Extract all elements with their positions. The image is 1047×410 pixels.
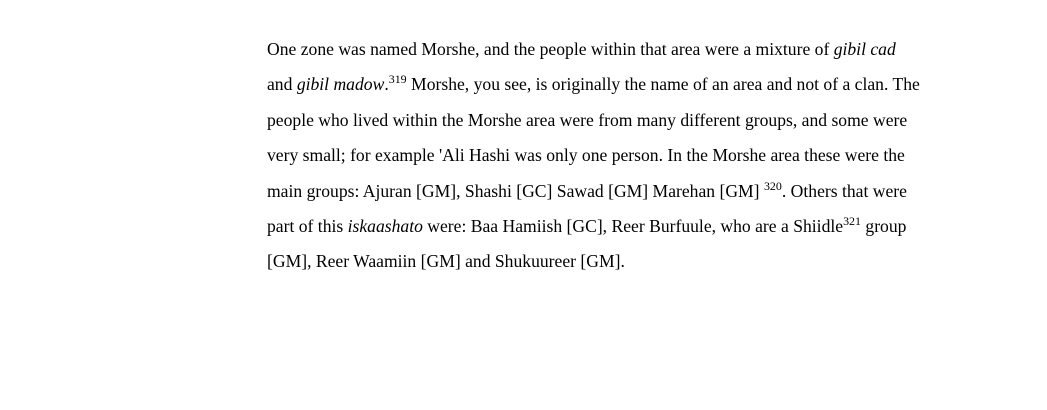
paragraph-segment-italic: iskaashato	[347, 216, 423, 237]
paragraph-segment-text: Morshe, you see, is originally the name of an area and not of a clan. The people who lived within the Morshe area were from many different groups, and some were very small; for example 'Ali Hashi was only one person. In the Morshe area these were the main groups: Ajuran [GM], Shashi [GC] Sawad [GM] Marehan [GM]	[267, 74, 920, 201]
footnote-marker-321: 321	[843, 214, 861, 229]
paragraph-text	[267, 32, 922, 280]
footnote-marker-319: 319	[388, 72, 407, 87]
paragraph-segment-text: .	[384, 74, 389, 95]
paragraph-segment-italic: gibil madow	[296, 74, 385, 95]
paragraph-segment-text: and	[267, 74, 297, 95]
paragraph-segment-italic: gibil cad	[833, 39, 896, 59]
paragraph-segment-text: One zone was named Morshe, and the people within that area were a mixture of	[267, 39, 834, 59]
paragraph-segment-text: were: Baa Hamiish [GC], Reer Burfuule, who are a Shiidle	[422, 216, 844, 237]
footnote-marker-320: 320	[763, 178, 782, 193]
paragraph-segment-text: group [GM], Reer Waamiin [GM] and Shukuureer [GM].	[267, 216, 907, 272]
body-paragraph	[267, 32, 922, 280]
paragraph-segment-text: . Others that were part of this	[267, 180, 907, 237]
